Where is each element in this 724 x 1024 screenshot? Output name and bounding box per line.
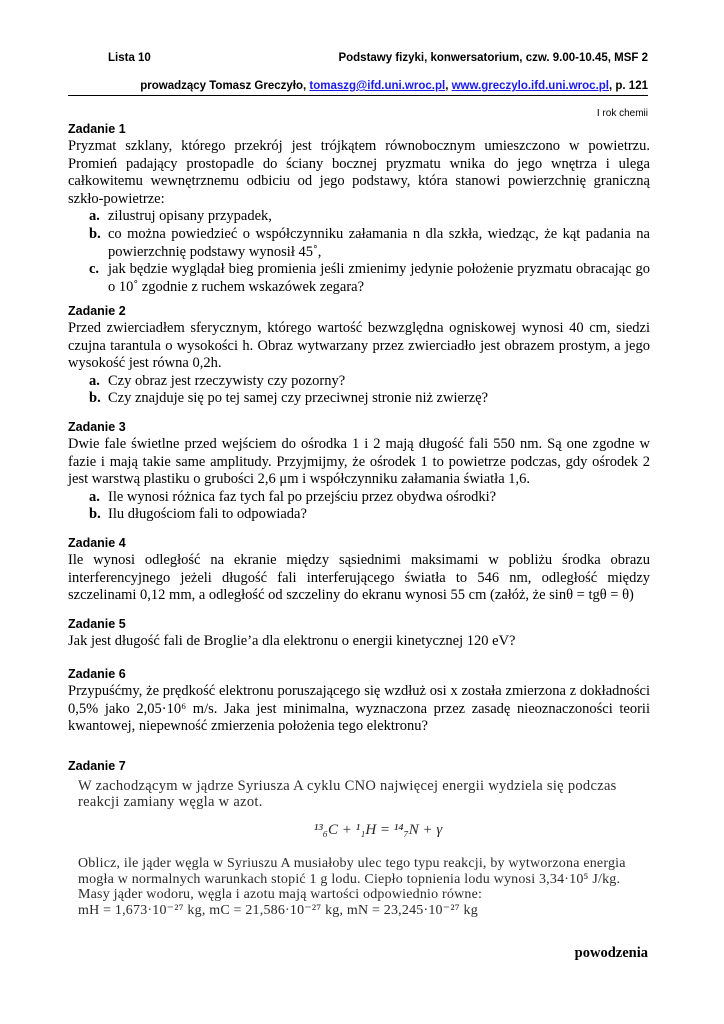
room-number: , p. 121 — [609, 80, 648, 92]
task-3 — [68, 419, 650, 524]
task-2 — [68, 303, 650, 408]
task-text: Dwie fale świetlne przed wejściem do ośrodka 1 i 2 mają długość fali 550 nm. Są one zgodne w fazie i mają takie same amplitudy. Przyjmijmy, że ośrodek 1 to powietrze podczas, gdy ośrodek 2 jest warstwą plastiku o grubości 2,6 μm i współczynniku załamania światła 1,6. — [68, 436, 650, 488]
item-text: Czy znajduje się po tej samej czy przeciwnej stronie niż zwierzę? — [108, 390, 489, 407]
task-1 — [68, 121, 650, 296]
item-mark: b. — [89, 390, 101, 407]
header-divider — [68, 95, 648, 96]
email-link[interactable]: tomaszg@ifd.uni.wroc.pl — [309, 80, 446, 92]
task-5 — [68, 616, 650, 651]
instructor-name: prowadzący Tomasz Greczyło, — [140, 80, 310, 92]
task-text: Jak jest długość fali de Broglie’a dla elektronu o energii kinetycznej 120 eV? — [68, 633, 516, 649]
list-number: Lista 10 — [108, 52, 151, 64]
nuclear-masses: mH = 1,673·10⁻²⁷ kg, mC = 21,586·10⁻²⁷ kg, mN = 23,245·10⁻²⁷ kg — [78, 902, 478, 918]
task-4 — [68, 535, 650, 605]
item-mark: b. — [89, 225, 101, 242]
task-7-intro: W zachodzącym w jądrze Syriusza A cyklu CNO najwięcej energii wydziela się podczas reakcji zamiany węgla w azot. — [78, 778, 617, 810]
item-text: jak będzie wyglądał bieg promienia jeśli zmienimy jedynie położenie pryzmatu obracając go o 10˚ zgodnie z ruchem wskazówek zegara? — [108, 261, 650, 295]
reaction-equation: ¹³₆C + ¹₁H = ¹⁴₇N + γ — [313, 822, 443, 838]
closing-note: powodzenia — [574, 945, 648, 961]
task-text: Pryzmat szklany, którego przekrój jest trójkątem równobocznym umieszczono w powietrzu. Promień padający prostopadle do ściany bocznej pryzmatu wnika do jego wnętrza i ulega całkowitemu wewnętrznemu odbiciu od jego podstawy, która stanowi powierzchnię graniczną szkło-powietrze: — [68, 138, 650, 207]
item-text: Ile wynosi różnica faz tych fal po przejściu przez obydwa ośrodki? — [108, 488, 497, 505]
website-link[interactable]: www.greczylo.ifd.uni.wroc.pl — [451, 80, 609, 92]
task-title: Zadanie 5 — [68, 617, 126, 631]
item-mark: a. — [89, 208, 100, 225]
year-label: I rok chemii — [596, 108, 648, 119]
item-mark: b. — [89, 506, 101, 523]
separator: , — [445, 80, 452, 92]
task-item — [68, 208, 650, 226]
instructor-line — [140, 80, 648, 92]
task-title: Zadanie 2 — [68, 304, 126, 318]
item-text: co można powiedzieć o współczynniku załamania n dla szkła, wiedząc, że kąt padania na powierzchnię podstawy wynosił 45˚, — [108, 225, 650, 260]
task-6 — [68, 666, 650, 736]
task-title: Zadanie 3 — [68, 420, 126, 434]
task-title: Zadanie 1 — [68, 122, 126, 136]
task-items — [68, 489, 650, 524]
task-item — [68, 373, 650, 391]
task-text: Przypuśćmy, że prędkość elektronu poruszającego się wzdłuż osi x została zmierzona z dokładności 0,5% jako 2,05·10⁶ m/s. Jaka jest minimalna, wyznaczona przez zasadę nieoznaczoności teorii kwantowej, niepewność zmierzenia położenia tego elektronu? — [68, 683, 650, 735]
course-info: Podstawy fizyki, konwersatorium, czw. 9.00-10.45, MSF 2 — [338, 52, 648, 64]
item-mark: c. — [89, 261, 100, 278]
task-7-body — [78, 856, 643, 918]
item-mark: a. — [89, 372, 100, 389]
task-item — [68, 261, 650, 296]
task-title: Zadanie 6 — [68, 667, 126, 681]
task-item — [68, 489, 650, 507]
item-text: Czy obraz jest rzeczywisty czy pozorny? — [108, 372, 346, 389]
task-item — [68, 506, 650, 524]
task-items — [68, 373, 650, 408]
task-title: Zadanie 4 — [68, 536, 126, 550]
task-text: Ile wynosi odległość na ekranie między sąsiednimi maksimami w pobliżu środka obrazu interferencyjnego jeżeli długość fali interferującego światła to 546 nm, odległość między szczelinami 0,12 mm, a odległość od szczeliny do ekranu wynosi 55 cm (załóż, że sinθ = tgθ = θ) — [68, 552, 650, 604]
task-item — [68, 390, 650, 408]
task-title: Zadanie 7 — [68, 759, 126, 773]
task-7 — [68, 758, 650, 918]
task-items — [68, 208, 650, 296]
item-text: Ilu długościom fali to odpowiada? — [108, 506, 307, 523]
task-item — [68, 226, 650, 261]
item-text: zilustruj opisany przypadek, — [108, 208, 272, 225]
task-text: Przed zwierciadłem sferycznym, którego wartość bezwzględna ogniskowej wynosi 40 cm, siedzi czujna tarantula o wysokości h. Obraz wytwarzany przez zwierciadło jest obrazem prostym, a jego wysokość jest równa 0,2h. — [68, 320, 650, 372]
item-mark: a. — [89, 488, 100, 505]
task-7-question: Oblicz, ile jąder węgla w Syriuszu A musiałoby ulec tego typu reakcji, by wytworzona energia mogła w normalnych warunkach stopić 1 g lodu. Ciepło topnienia lodu wynosi 3,34·10⁵ J/kg. Masy jąder wodoru, węgla i azotu mają wartości odpowiednio równe: — [78, 856, 626, 902]
